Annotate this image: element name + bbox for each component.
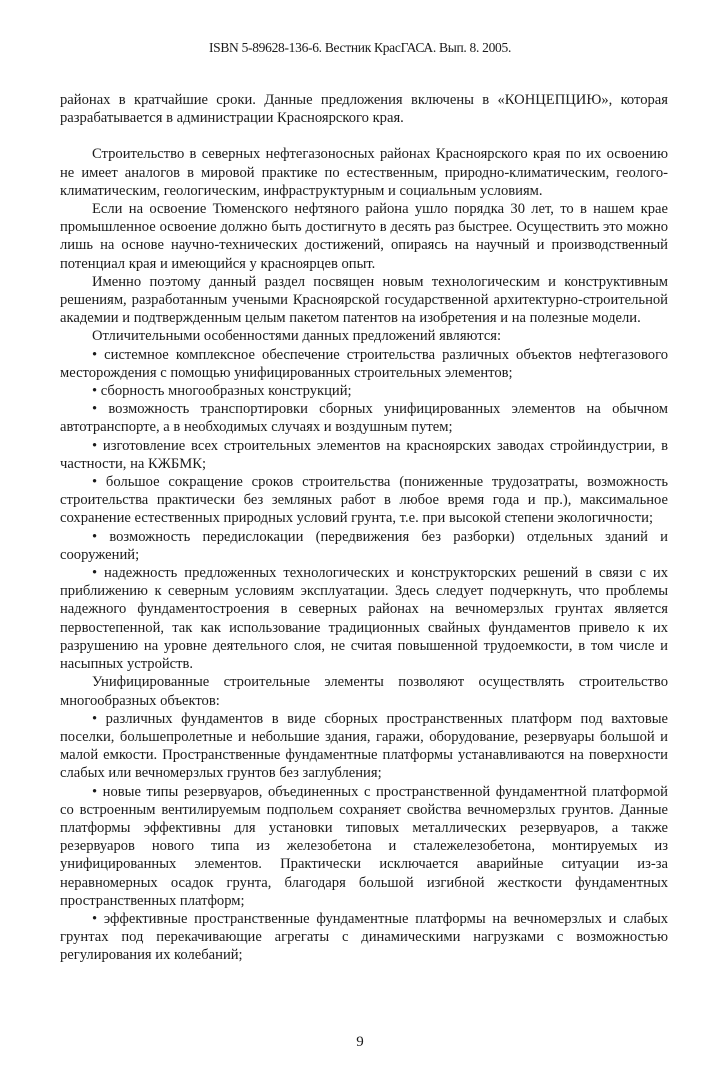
list-item: • большое сокращение сроков строительства (пониженные трудозатраты, возможность строительства практически без земляных работ в любое время года и пр.), максимальное сохранение естественных природных условий грунта, т.е. при высокой степени экологичности;	[60, 474, 668, 527]
paragraph: Унифицированные строительные элементы позволяют осуществлять строительство многообразных объектов:	[60, 674, 668, 709]
paragraph: Если на освоение Тюменского нефтяного района ушло порядка 30 лет, то в нашем крае промышленное освоение должно быть достигнуто в десять раз быстрее. Осуществить это можно лишь на основе научно-технических достижений, опираясь на научный и производственный потенциал края и имеющийся у красноярцев опыт.	[60, 201, 668, 272]
list-item: • различных фундаментов в виде сборных пространственных платформ под вахтовые поселки, большепролетные и небольшие здания, гаражи, оборудование, резервуары большой и малой емкости. Пространственные фундаментные платформы устанавливаются на поверхности слабых или вечномерзлых грунтов без заглубления;	[60, 710, 668, 782]
list-item: • изготовление всех строительных элементов на красноярских заводах стройиндустрии, в частности, на КЖБМК;	[60, 437, 668, 472]
list-item: • новые типы резервуаров, объединенных с пространственной фундаментной платформой со встроенным вентилируемым подпольем сохраняет свойства вечномерзлых грунтов. Данные платформы эффективны для установки типовых металлических резервуаров, а также резервуаров нового типа из железобетона и сталежелезобетона, монтируемых из унифицированных элементов. Практически исключается аварийные ситуации из-за неравномерных осадок грунта, благодаря большой изгибной жесткости фундаментных пространственных платформ;	[60, 783, 668, 909]
list-item: • возможность транспортировки сборных унифицированных элементов на обычном автотранспорте, а в необходимых случаях и воздушным путем;	[60, 401, 668, 436]
list-item: • возможность передислокации (передвижения без разборки) отдельных зданий и сооружений;	[60, 528, 668, 563]
body-text	[60, 91, 668, 965]
paragraph-continuation: районах в кратчайшие сроки. Данные предложения включены в «КОНЦЕПЦИЮ», которая разрабатывается в администрации Красноярского края.	[60, 92, 668, 127]
page-number: 9	[356, 1034, 364, 1050]
paragraph: Отличительными особенностями данных предложений являются:	[92, 328, 502, 345]
list-item: • эффективные пространственные фундаментные платформы на вечномерзлых и слабых грунтах под перекачивающие агрегаты с динамическими нагрузками с возможностью регулирования их колебаний;	[60, 910, 668, 964]
list-item: • сборность многообразных конструкций;	[92, 383, 352, 400]
paragraph: Именно поэтому данный раздел посвящен новым технологическим и конструктивным решениям, разработанным учеными Красноярской государственной архитектурно-строительной академии и подтвержденным целым пакетом патентов на изобретения и на полезные модели.	[60, 273, 668, 327]
running-header: ISBN 5-89628-136-6. Вестник КрасГАСА. Вып. 8. 2005.	[208, 40, 512, 55]
list-item: • надежность предложенных технологических и конструкторских решений в связи с их приближению к северным условиям эксплуатации. Здесь следует подчеркнуть, что проблемы надежного фундаментостроения в северных районах на вечномерзлых грунтах является первостепенной, так как использование традиционных свайных фундаментов привело к их разрушению на уровне деятельного слоя, не считая повышенной трудоемкости, в том числе и насыпных устройств.	[60, 565, 668, 673]
list-item: • системное комплексное обеспечение строительства различных объектов нефтегазового месторождения с помощью унифицированных строительных элементов;	[60, 346, 668, 381]
paragraph: Строительство в северных нефтегазоносных районах Красноярского края по их освоению не имеет аналогов в мировой практике по естественным, природно-климатическим, геолого-климатическим, геологическим, инфраструктурным и социальным условиям.	[60, 146, 668, 199]
